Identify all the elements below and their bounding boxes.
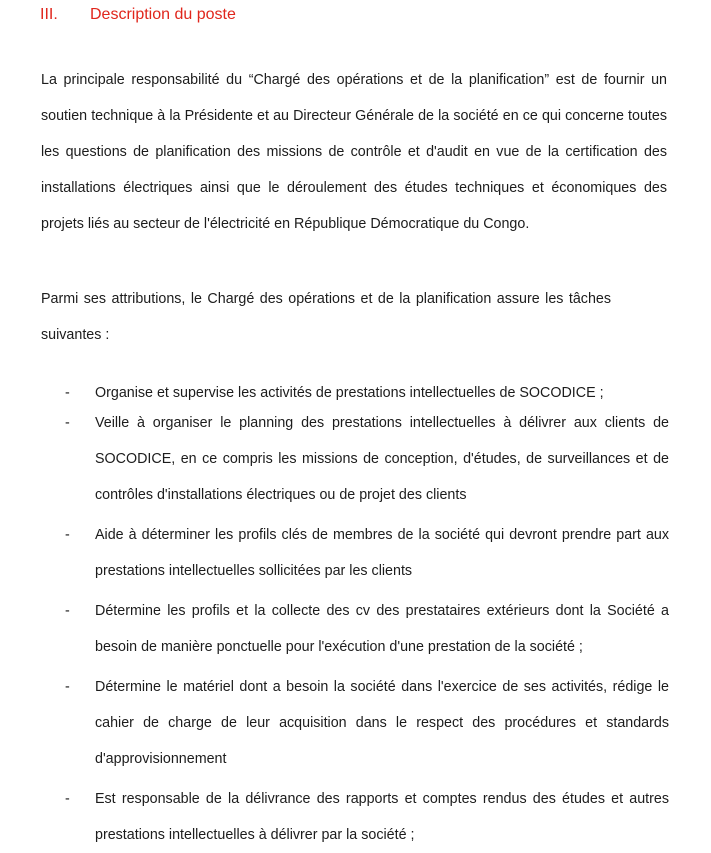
bullet-dash: - [65, 791, 70, 807]
tasks-list [0, 375, 711, 853]
list-item-text: Aide à déterminer les profils clés de membres de la société qui devront prendre part aux prestations intellectuelles sollicitées par les clients [95, 527, 669, 579]
bullet-dash: - [65, 603, 70, 619]
list-item [0, 669, 711, 777]
intro-paragraph: La principale responsabilité du “Chargé des opérations et de la planification” est de fournir un soutien technique à la Présidente et au Directeur Générale de la société en ce qui concerne toutes les questions de planification des missions de contrôle et d'audit en vue de la certification des installations électriques ainsi que le déroulement des études techniques et économiques des projets liés au secteur de l'électricité en République Démocratique du Congo. [41, 72, 667, 232]
list-item-text: Détermine les profils et la collecte des cv des prestataires extérieurs dont la Société a besoin de manière ponctuelle pour l'exécution d'une prestation de la société ; [95, 603, 669, 655]
list-item [0, 517, 711, 589]
tasks-intro-paragraph: Parmi ses attributions, le Chargé des opérations et de la planification assure les tâches suivantes : [41, 291, 611, 343]
bullet-dash: - [65, 415, 70, 431]
bullet-dash: - [65, 527, 70, 543]
list-item-text: Organise et supervise les activités de prestations intellectuelles de SOCODICE ; [95, 385, 604, 401]
list-item [0, 593, 711, 665]
section-title: Description du poste [90, 6, 236, 23]
list-item [0, 781, 711, 853]
list-item-text: Détermine le matériel dont a besoin la société dans l'exercice de ses activités, rédige le cahier de charge de leur acquisition dans le respect des procédures et standards d'approvisionnement [95, 679, 669, 767]
section-heading [40, 3, 236, 27]
list-item [0, 405, 711, 513]
bullet-dash: - [65, 385, 70, 401]
bullet-dash: - [65, 679, 70, 695]
list-item-text: Est responsable de la délivrance des rapports et comptes rendus des études et autres prestations intellectuelles à délivrer par la société ; [95, 791, 669, 843]
list-item-text: Veille à organiser le planning des prestations intellectuelles à délivrer aux clients de SOCODICE, en ce compris les missions de conception, d'études, de surveillances et de contrôles d'installations électriques ou de projet des clients [95, 415, 669, 503]
section-number: III. [40, 6, 58, 23]
